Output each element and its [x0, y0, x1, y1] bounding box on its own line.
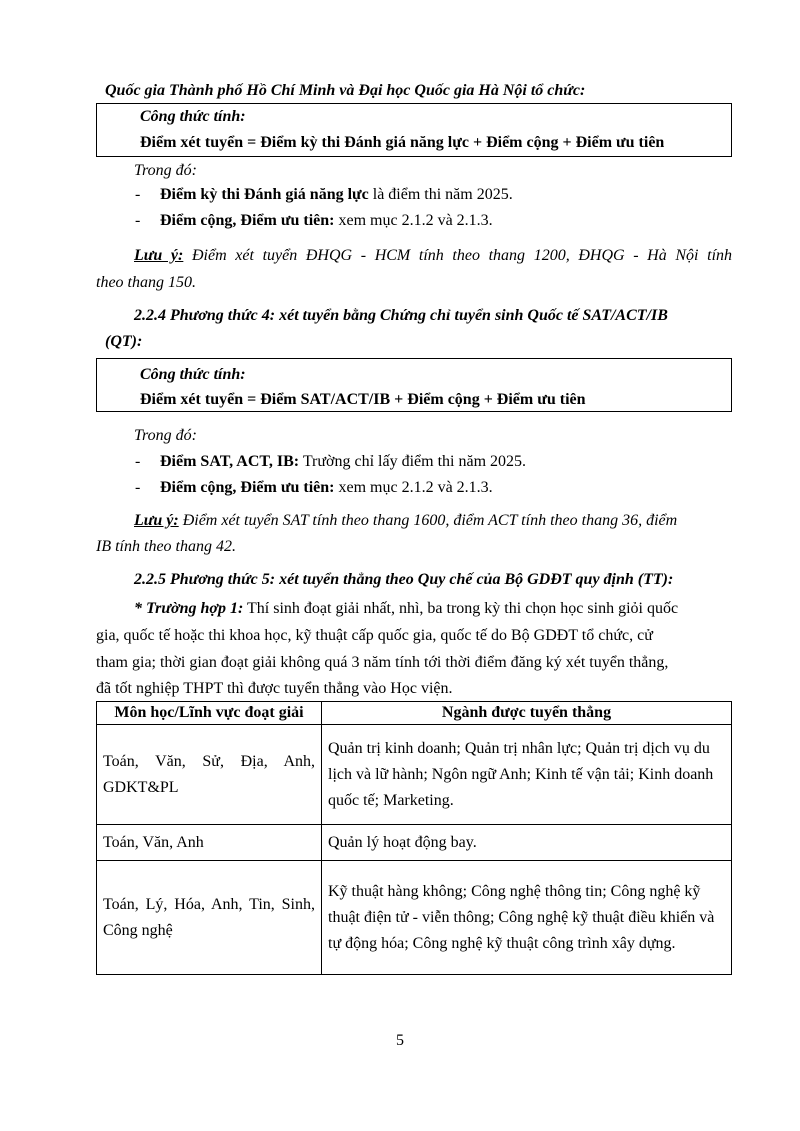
method5-heading: 2.2.5 Phương thức 5: xét tuyển thẳng theo Quy chế của Bộ GDĐT quy định (TT):	[134, 571, 674, 588]
table-cell-majors: Quản trị kinh doanh; Quản trị nhân lực; Quản trị dịch vụ du lịch và lữ hành; Ngôn ngữ Anh; Kinh tế vận tải; Kinh doanh quốc tế; Marketing.	[322, 725, 732, 825]
method4-heading: 2.2.4 Phương thức 4: xét tuyển bằng Chứng chỉ tuyển sinh Quốc tế SAT/ACT/IB	[134, 307, 668, 324]
bullet-dash: -	[135, 186, 141, 203]
list-item-text: là điểm thi năm 2025.	[368, 186, 513, 203]
formula-label: Công thức tính:	[140, 366, 246, 383]
formula-label: Công thức tính:	[140, 108, 246, 125]
table-row	[97, 725, 732, 825]
table-header-row	[97, 702, 732, 725]
list-item-bold: Điểm kỳ thi Đánh giá năng lực	[160, 186, 369, 203]
table-header: Môn học/Lĩnh vực đoạt giải	[97, 702, 322, 725]
note-text-cont: theo thang 150.	[96, 274, 196, 291]
bullet-dash: -	[135, 212, 141, 229]
formula-box-method3	[96, 103, 732, 157]
method4-heading-cont: (QT):	[105, 333, 143, 350]
formula-box-method4	[96, 358, 732, 412]
page-number: 5	[396, 1032, 404, 1049]
case1-text-cont: tham gia; thời gian đoạt giải không quá 3 năm tính tới thời điểm đăng ký xét tuyển thẳng,	[96, 654, 669, 671]
case1-text-cont: đã tốt nghiệp THPT thì được tuyển thẳng vào Học viện.	[96, 680, 453, 697]
list-item	[160, 209, 493, 233]
list-item	[160, 183, 513, 207]
formula-text: Điểm xét tuyển = Điểm SAT/ACT/IB + Điểm cộng + Điểm ưu tiên	[140, 391, 586, 408]
table-cell-subjects: Toán, Văn, Sử, Địa, Anh, GDKT&PL	[97, 725, 322, 825]
bullet-dash: -	[135, 453, 141, 470]
list-item-text: xem mục 2.1.2 và 2.1.3.	[334, 212, 493, 229]
where-label: Trong đó:	[134, 162, 197, 179]
table-row	[97, 861, 732, 975]
table-row	[97, 825, 732, 861]
intro-line: Quốc gia Thành phố Hồ Chí Minh và Đại học Quốc gia Hà Nội tổ chức:	[105, 82, 586, 99]
case1-text-cont: gia, quốc tế hoặc thi khoa học, kỹ thuật cấp quốc gia, quốc tế do Bộ GDĐT tổ chức, cử	[96, 627, 653, 644]
note-text: Điểm xét tuyển ĐHQG - HCM tính theo thang 1200, ĐHQG - Hà Nội tính	[183, 247, 733, 264]
list-item	[160, 450, 526, 474]
note-label: Lưu ý:	[134, 247, 184, 264]
list-item	[160, 476, 493, 500]
note-text-cont: IB tính theo thang 42.	[96, 538, 236, 555]
list-item-bold: Điểm SAT, ACT, IB:	[160, 453, 300, 470]
case1-text: Thí sinh đoạt giải nhất, nhì, ba trong kỳ thi chọn học sinh giỏi quốc	[243, 600, 679, 617]
bullet-dash: -	[135, 479, 141, 496]
table-cell-subjects: Toán, Văn, Anh	[97, 825, 322, 861]
list-item-text: xem mục 2.1.2 và 2.1.3.	[334, 479, 493, 496]
table-cell-majors: Quản lý hoạt động bay.	[322, 825, 732, 861]
award-table	[96, 701, 732, 975]
case1-label: * Trường hợp 1:	[134, 600, 244, 617]
list-item-text: Trường chỉ lấy điểm thi năm 2025.	[299, 453, 527, 470]
note-label: Lưu ý:	[134, 512, 179, 529]
formula-text: Điểm xét tuyển = Điểm kỳ thi Đánh giá năng lực + Điểm cộng + Điểm ưu tiên	[140, 134, 665, 151]
list-item-bold: Điểm cộng, Điểm ưu tiên:	[160, 479, 335, 496]
table-cell-subjects: Toán, Lý, Hóa, Anh, Tin, Sinh, Công nghệ	[97, 861, 322, 975]
table-header: Ngành được tuyển thẳng	[322, 702, 732, 725]
table-cell-majors: Kỹ thuật hàng không; Công nghệ thông tin; Công nghệ kỹ thuật điện tử - viễn thông; Công nghệ kỹ thuật điều khiển và tự động hóa; Công nghệ kỹ thuật công trình xây dựng.	[322, 861, 732, 975]
where-label: Trong đó:	[134, 427, 197, 444]
list-item-bold: Điểm cộng, Điểm ưu tiên:	[160, 212, 335, 229]
note-text: Điểm xét tuyển SAT tính theo thang 1600, điểm ACT tính theo thang 36, điểm	[178, 512, 678, 529]
